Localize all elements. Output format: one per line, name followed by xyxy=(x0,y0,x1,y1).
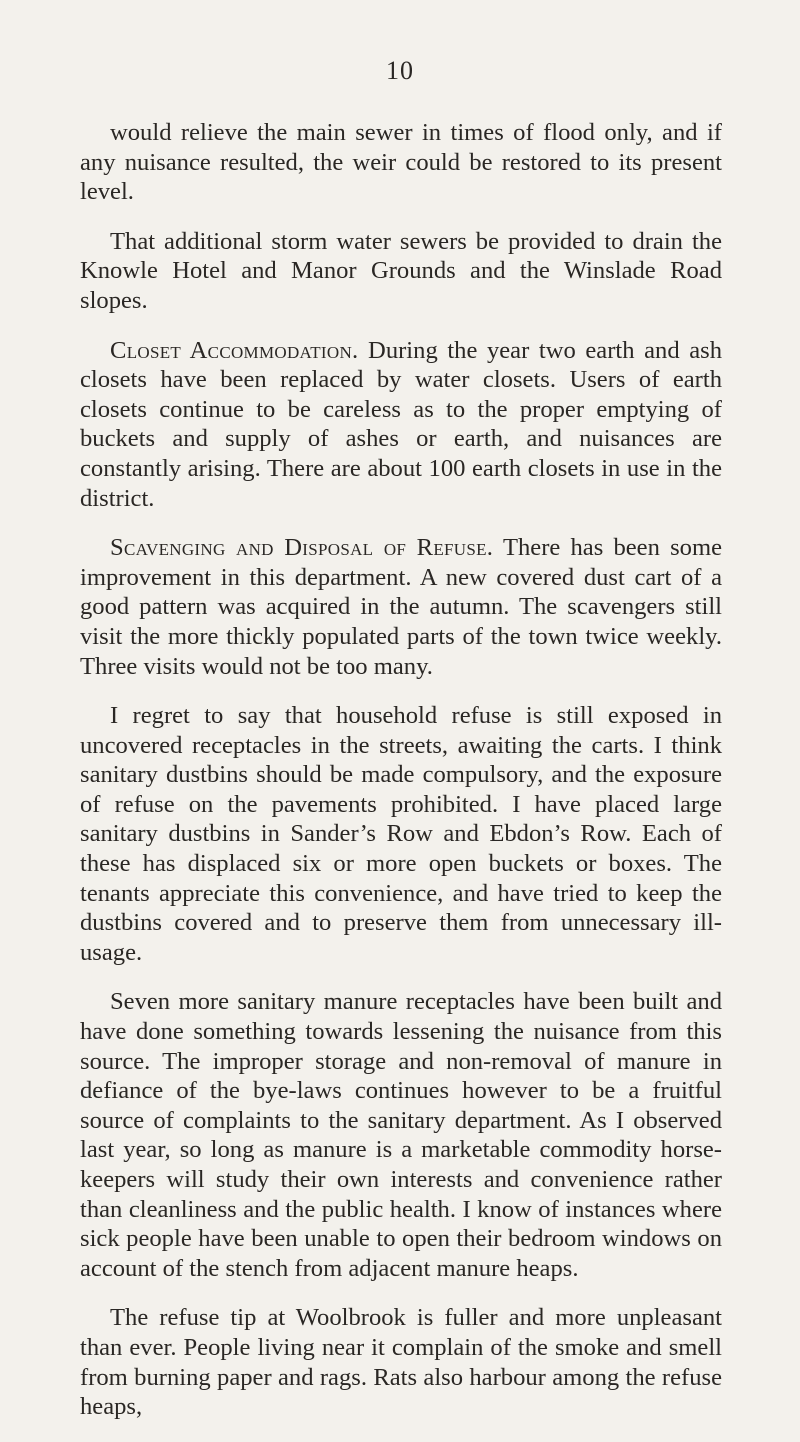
paragraph-text: I regret to say that household refuse is still exposed in uncovered receptacles in the streets, awaiting the carts. I think sanitary dustbins should be made compulsory, and the exposure of refuse on the pavements prohibited. I have placed large sanitary dustbins in Sander’s Row and Ebdon’s Row. Each of these has displaced six or more open buckets or boxes. The tenants appreciate this convenience, and have tried to keep the dustbins covered and to preserve them from unnecessary ill-usage. xyxy=(80,702,722,966)
paragraph-weir-continuation xyxy=(80,118,722,207)
paragraph-text: During the year two earth and ash closets have been replaced by water closets. Users of earth closets continue to be careless as to the proper emptying of buckets and supply of ashes or earth, and nuisances are constantly arising. There are about 100 earth closets in use in the district. xyxy=(80,336,722,512)
section-heading: Closet Accommodation. xyxy=(110,336,359,364)
paragraph-manure-receptacles xyxy=(80,987,722,1283)
report-body xyxy=(80,118,722,1442)
paragraph-refuse-tip xyxy=(80,1303,722,1421)
paragraph-text: would relieve the main sewer in times of flood only, and if any nuisance resulted, the weir could be restored to its present level. xyxy=(80,119,722,206)
paragraph-text: Seven more sanitary manure receptacles have been built and have done something towards lessening the nuisance from this source. The improper storage and non-removal of manure in defiance of the bye-laws continues however to be a fruitful source of complaints to the sanitary department. As I observed last year, so long as manure is a marketable commodity horse-keepers will study their own interests and convenience rather than cleanliness and the public health. I know of instances where sick people have been unable to open their bedroom windows on account of the stench from adjacent manure heaps. xyxy=(80,988,722,1282)
paragraph-household-refuse xyxy=(80,701,722,967)
paragraph-text: The refuse tip at Woolbrook is fuller and more unpleasant than ever. People living near it complain of the smoke and smell from burning paper and rags. Rats also harbour among the refuse heaps, xyxy=(80,1304,722,1421)
page-number: 10 xyxy=(386,56,414,85)
paragraph-storm-water-sewers xyxy=(80,227,722,316)
paragraph-scavenging-refuse xyxy=(80,533,722,681)
paragraph-text: That additional storm water sewers be provided to drain the Knowle Hotel and Manor Grounds and the Winslade Road slopes. xyxy=(80,227,722,314)
paragraph-text: There has been some improvement in this department. A new covered dust cart of a good pattern was acquired in the autumn. The scavengers still visit the more thickly populated parts of the town twice weekly. Three visits would not be too many. xyxy=(80,534,722,680)
section-heading: Scavenging and Disposal of Refuse. xyxy=(110,534,494,562)
paragraph-closet-accommodation xyxy=(80,336,722,514)
